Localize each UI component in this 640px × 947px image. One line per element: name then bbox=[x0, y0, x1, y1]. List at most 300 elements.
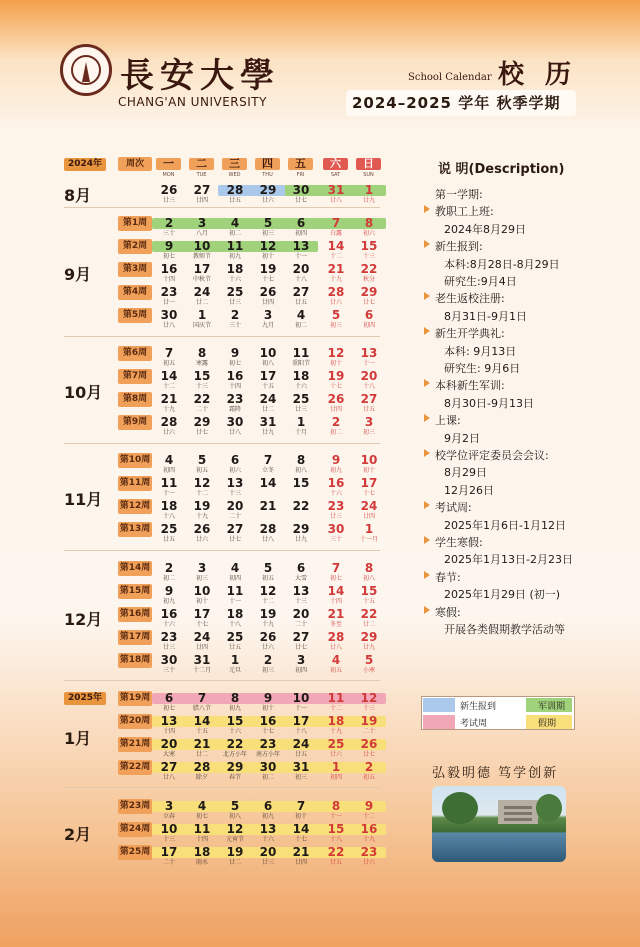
lunar-date: 初八 bbox=[261, 360, 274, 367]
lunar-date: 廿五 bbox=[162, 536, 175, 543]
day-number: 16 bbox=[226, 369, 244, 383]
lunar-date: 重阳节 bbox=[291, 360, 310, 367]
day-cell bbox=[220, 239, 250, 260]
day-number: 22 bbox=[193, 392, 211, 406]
lunar-date: 廿九 bbox=[362, 644, 375, 651]
day-number: 4 bbox=[230, 561, 240, 575]
day-number: 30 bbox=[226, 415, 244, 429]
description-line: 老生返校注册: bbox=[435, 292, 505, 306]
description-title: 说 明(Description) bbox=[438, 162, 565, 177]
lunar-date: 立冬 bbox=[261, 467, 274, 474]
week-number: 第20周 bbox=[118, 714, 152, 729]
day-number: 17 bbox=[193, 262, 211, 276]
lunar-date: 十六 bbox=[228, 728, 241, 735]
lunar-date: 初五 bbox=[162, 360, 175, 367]
day-cell bbox=[286, 262, 316, 283]
lunar-date: 大雪 bbox=[294, 575, 307, 582]
day-number: 23 bbox=[360, 845, 378, 859]
day-number: 22 bbox=[226, 737, 244, 751]
day-number: 2 bbox=[164, 561, 174, 575]
day-cell bbox=[286, 453, 316, 474]
day-cell bbox=[286, 308, 316, 329]
academic-year: 2024–2025 学年 秋季学期 bbox=[352, 94, 561, 112]
day-number: 25 bbox=[226, 285, 244, 299]
day-cell bbox=[220, 392, 250, 413]
day-cell bbox=[220, 476, 250, 497]
bullet-icon bbox=[424, 414, 430, 422]
lunar-date: 二十 bbox=[294, 621, 307, 628]
day-cell bbox=[253, 561, 283, 582]
day-number: 12 bbox=[226, 822, 244, 836]
day-number: 12 bbox=[360, 691, 378, 705]
day-cell bbox=[253, 760, 283, 781]
description-line: 本科新生军训: bbox=[435, 379, 505, 393]
lunar-date: 十三 bbox=[162, 836, 175, 843]
lunar-date: 初四 bbox=[329, 774, 342, 781]
week-number: 第10周 bbox=[118, 453, 152, 468]
month-separator bbox=[64, 336, 380, 337]
lunar-date: 十六 bbox=[162, 621, 175, 628]
description-line: 本科: 9月13日 bbox=[444, 344, 517, 358]
day-cell bbox=[187, 522, 217, 543]
lunar-date: 二十 bbox=[362, 728, 375, 735]
day-cell bbox=[321, 346, 351, 367]
day-cell bbox=[187, 561, 217, 582]
lunar-date: 廿四 bbox=[195, 644, 208, 651]
day-number: 22 bbox=[327, 845, 345, 859]
lunar-date: 初五 bbox=[195, 467, 208, 474]
day-number: 24 bbox=[193, 630, 211, 644]
lunar-date: 十四 bbox=[162, 276, 175, 283]
day-cell bbox=[154, 369, 184, 390]
description-line: 校学位评定委员会会议: bbox=[435, 449, 549, 462]
day-number: 2 bbox=[164, 216, 174, 230]
day-number: 27 bbox=[292, 630, 310, 644]
day-cell bbox=[187, 691, 217, 712]
day-cell bbox=[253, 239, 283, 260]
day-cell bbox=[321, 845, 351, 866]
day-cell bbox=[220, 760, 250, 781]
day-cell bbox=[154, 691, 184, 712]
day-cell bbox=[321, 239, 351, 260]
day-cell bbox=[154, 714, 184, 735]
day-number: 1 bbox=[364, 183, 374, 197]
day-number: 14 bbox=[160, 369, 178, 383]
day-number: 8 bbox=[230, 691, 240, 705]
lunar-date: 廿八 bbox=[228, 429, 241, 436]
day-number: 8 bbox=[331, 799, 341, 813]
lunar-date: 十月 bbox=[294, 429, 307, 436]
day-cell bbox=[154, 183, 184, 204]
day-number: 9 bbox=[164, 239, 174, 253]
day-cell bbox=[253, 346, 283, 367]
day-number: 18 bbox=[226, 607, 244, 621]
lunar-date: 十二 bbox=[329, 253, 342, 260]
day-cell bbox=[220, 308, 250, 329]
day-cell bbox=[253, 691, 283, 712]
day-cell bbox=[253, 262, 283, 283]
week-number: 第14周 bbox=[118, 561, 152, 576]
day-number: 16 bbox=[259, 714, 277, 728]
legend-label: 考试周 bbox=[460, 719, 488, 729]
lunar-date: 廿五 bbox=[329, 859, 342, 866]
calendar-title-en: School Calendar bbox=[408, 72, 492, 83]
day-number: 30 bbox=[292, 183, 310, 197]
day-number: 29 bbox=[292, 522, 310, 536]
description-line: 考试周: bbox=[435, 501, 472, 515]
lunar-date: 大寒 bbox=[162, 751, 175, 758]
week-number: 第21周 bbox=[118, 737, 152, 752]
month-label: 8月 bbox=[64, 186, 92, 205]
day-number: 23 bbox=[160, 630, 178, 644]
day-cell bbox=[286, 584, 316, 605]
day-number: 20 bbox=[292, 262, 310, 276]
day-number: 17 bbox=[292, 714, 310, 728]
day-number: 15 bbox=[360, 584, 378, 598]
year-tag-2024: 2024年 bbox=[64, 158, 106, 171]
day-number: 21 bbox=[160, 392, 178, 406]
lunar-date: 十九 bbox=[329, 276, 342, 283]
day-cell bbox=[286, 561, 316, 582]
bullet-icon bbox=[424, 536, 430, 544]
day-cell bbox=[354, 845, 384, 866]
day-number: 3 bbox=[296, 653, 306, 667]
lunar-date: 十四 bbox=[329, 598, 342, 605]
day-cell bbox=[220, 346, 250, 367]
day-number: 19 bbox=[327, 369, 345, 383]
lunar-date: 十二 bbox=[195, 490, 208, 497]
day-cell bbox=[286, 737, 316, 758]
day-number: 19 bbox=[193, 499, 211, 513]
day-cell bbox=[154, 392, 184, 413]
lunar-date: 三十 bbox=[228, 322, 241, 329]
day-cell bbox=[154, 499, 184, 520]
day-number: 31 bbox=[259, 415, 277, 429]
description-line: 春节: bbox=[435, 570, 461, 584]
weekday-header-sun: 日 bbox=[356, 158, 381, 170]
lunar-date: 廿九 bbox=[294, 536, 307, 543]
day-number: 22 bbox=[360, 607, 378, 621]
description-line: 2025年1月29日 (初一) bbox=[444, 588, 561, 602]
day-cell bbox=[354, 415, 384, 436]
day-number: 23 bbox=[160, 285, 178, 299]
weekday-header-mon: 一 bbox=[156, 158, 181, 170]
day-cell bbox=[354, 285, 384, 306]
day-cell bbox=[321, 415, 351, 436]
week-number: 第5周 bbox=[118, 308, 152, 323]
day-number: 1 bbox=[364, 522, 374, 536]
day-cell bbox=[187, 308, 217, 329]
lunar-date: 廿五 bbox=[362, 406, 375, 413]
day-cell bbox=[220, 607, 250, 628]
day-number: 20 bbox=[160, 737, 178, 751]
day-number: 24 bbox=[360, 499, 378, 513]
bullet-icon bbox=[424, 327, 430, 335]
lunar-date: 十三 bbox=[195, 383, 208, 390]
day-cell bbox=[220, 845, 250, 866]
lunar-date: 廿五 bbox=[228, 644, 241, 651]
week-number: 第1周 bbox=[118, 216, 152, 231]
day-cell bbox=[321, 369, 351, 390]
day-cell bbox=[187, 584, 217, 605]
weekday-en-tue: TUE bbox=[196, 172, 207, 178]
lunar-date: 廿六 bbox=[362, 859, 375, 866]
day-cell bbox=[286, 369, 316, 390]
description-line: 8月30日-9月13日 bbox=[444, 396, 534, 410]
day-number: 15 bbox=[292, 476, 310, 490]
university-logo bbox=[60, 44, 112, 96]
day-cell bbox=[253, 822, 283, 843]
week-number: 第23周 bbox=[118, 799, 152, 814]
lunar-date: 南方小年 bbox=[255, 751, 280, 758]
day-number: 30 bbox=[259, 760, 277, 774]
day-cell bbox=[187, 239, 217, 260]
week-number: 第6周 bbox=[118, 346, 152, 361]
weekday-en-thu: THU bbox=[262, 172, 273, 178]
day-number: 31 bbox=[193, 653, 211, 667]
day-number: 27 bbox=[360, 392, 378, 406]
day-cell bbox=[321, 499, 351, 520]
bullet-icon bbox=[424, 571, 430, 579]
day-cell bbox=[354, 216, 384, 237]
description-line: 学生寒假: bbox=[435, 536, 483, 549]
day-number: 30 bbox=[327, 522, 345, 536]
day-cell bbox=[286, 653, 316, 674]
lunar-date: 初三 bbox=[362, 429, 375, 436]
day-number: 4 bbox=[230, 216, 240, 230]
day-number: 12 bbox=[259, 239, 277, 253]
lunar-date: 初六 bbox=[362, 230, 375, 237]
day-number: 20 bbox=[360, 369, 378, 383]
lunar-date: 十五 bbox=[195, 728, 208, 735]
day-cell bbox=[354, 607, 384, 628]
day-cell bbox=[220, 415, 250, 436]
day-number: 17 bbox=[193, 607, 211, 621]
day-number: 5 bbox=[197, 453, 207, 467]
lunar-date: 廿九 bbox=[261, 429, 274, 436]
lunar-date: 十八 bbox=[362, 383, 375, 390]
bullet-icon bbox=[424, 379, 430, 387]
day-number: 11 bbox=[193, 822, 211, 836]
day-cell bbox=[354, 653, 384, 674]
lunar-date: 十六 bbox=[294, 383, 307, 390]
day-number: 10 bbox=[259, 346, 277, 360]
weekday-header-thu: 四 bbox=[255, 158, 280, 170]
lunar-date: 十四 bbox=[195, 836, 208, 843]
day-number: 14 bbox=[259, 476, 277, 490]
lunar-date: 十三 bbox=[362, 253, 375, 260]
description-line: 上课: bbox=[435, 414, 461, 428]
day-cell bbox=[354, 308, 384, 329]
week-number: 第19周 bbox=[118, 691, 152, 706]
lunar-date: 十五 bbox=[362, 598, 375, 605]
day-cell bbox=[286, 522, 316, 543]
day-cell bbox=[154, 630, 184, 651]
day-number: 17 bbox=[160, 845, 178, 859]
day-cell bbox=[321, 799, 351, 820]
description-line: 开展各类假期教学活动等 bbox=[444, 623, 565, 636]
description-line: 8月31日-9月1日 bbox=[444, 309, 527, 323]
lunar-date: 元旦 bbox=[228, 667, 241, 674]
day-cell bbox=[220, 522, 250, 543]
lunar-date: 廿七 bbox=[362, 751, 375, 758]
day-number: 11 bbox=[226, 584, 244, 598]
day-cell bbox=[187, 262, 217, 283]
day-cell bbox=[154, 737, 184, 758]
lunar-date: 初九 bbox=[261, 813, 274, 820]
lunar-date: 十二 bbox=[162, 383, 175, 390]
day-cell bbox=[286, 392, 316, 413]
week-number: 第16周 bbox=[118, 607, 152, 622]
day-number: 29 bbox=[193, 415, 211, 429]
lunar-date: 初十 bbox=[195, 598, 208, 605]
lunar-date: 初九 bbox=[329, 467, 342, 474]
day-cell bbox=[286, 691, 316, 712]
lunar-date: 初三 bbox=[261, 667, 274, 674]
month-label: 11月 bbox=[64, 490, 103, 509]
day-cell bbox=[154, 561, 184, 582]
day-number: 19 bbox=[360, 714, 378, 728]
day-number: 31 bbox=[327, 183, 345, 197]
day-number: 3 bbox=[263, 308, 273, 322]
lunar-date: 初四 bbox=[362, 322, 375, 329]
day-number: 13 bbox=[226, 476, 244, 490]
day-cell bbox=[321, 522, 351, 543]
day-cell bbox=[187, 737, 217, 758]
lunar-date: 初三 bbox=[294, 774, 307, 781]
lunar-date: 三十 bbox=[329, 536, 342, 543]
day-number: 16 bbox=[160, 262, 178, 276]
day-cell bbox=[187, 453, 217, 474]
day-number: 21 bbox=[327, 607, 345, 621]
day-cell bbox=[354, 737, 384, 758]
day-number: 5 bbox=[263, 561, 273, 575]
day-number: 26 bbox=[160, 183, 178, 197]
week-number: 第11周 bbox=[118, 476, 152, 491]
day-cell bbox=[253, 285, 283, 306]
lunar-date: 九月 bbox=[261, 322, 274, 329]
lunar-date: 北方小年 bbox=[222, 751, 247, 758]
lunar-date: 廿八 bbox=[261, 536, 274, 543]
legend-swatch bbox=[423, 715, 455, 729]
day-number: 7 bbox=[197, 691, 207, 705]
day-number: 27 bbox=[226, 522, 244, 536]
day-number: 28 bbox=[226, 183, 244, 197]
month-separator bbox=[64, 680, 380, 681]
day-cell bbox=[187, 285, 217, 306]
day-number: 28 bbox=[327, 630, 345, 644]
day-number: 10 bbox=[360, 453, 378, 467]
lunar-date: 初八 bbox=[294, 467, 307, 474]
day-cell bbox=[154, 822, 184, 843]
lunar-date: 十二 bbox=[261, 598, 274, 605]
day-number: 20 bbox=[259, 845, 277, 859]
week-number: 第4周 bbox=[118, 285, 152, 300]
lunar-date: 初七 bbox=[162, 253, 175, 260]
lunar-date: 十九 bbox=[362, 836, 375, 843]
lunar-date: 初三 bbox=[329, 322, 342, 329]
lunar-date: 廿五 bbox=[228, 197, 241, 204]
lunar-date: 初三 bbox=[261, 230, 274, 237]
day-cell bbox=[253, 308, 283, 329]
month-separator bbox=[64, 207, 380, 208]
day-cell bbox=[321, 561, 351, 582]
lunar-date: 小寒 bbox=[362, 667, 375, 674]
day-number: 1 bbox=[296, 415, 306, 429]
day-number: 16 bbox=[360, 822, 378, 836]
day-number: 24 bbox=[292, 737, 310, 751]
day-number: 10 bbox=[193, 584, 211, 598]
day-cell bbox=[354, 476, 384, 497]
day-cell bbox=[253, 476, 283, 490]
description-line: 新生报到: bbox=[435, 240, 483, 254]
lunar-date: 春节 bbox=[228, 774, 241, 781]
day-cell bbox=[321, 216, 351, 237]
lunar-date: 初五 bbox=[329, 667, 342, 674]
day-number: 9 bbox=[230, 346, 240, 360]
weekday-header-wed: 三 bbox=[222, 158, 247, 170]
week-number: 第7周 bbox=[118, 369, 152, 384]
day-cell bbox=[253, 499, 283, 513]
day-cell bbox=[286, 216, 316, 237]
day-cell bbox=[154, 346, 184, 367]
day-cell bbox=[187, 415, 217, 436]
week-number: 第22周 bbox=[118, 760, 152, 775]
day-cell bbox=[220, 822, 250, 843]
day-cell bbox=[154, 760, 184, 781]
day-number: 18 bbox=[226, 262, 244, 276]
day-cell bbox=[321, 653, 351, 674]
month-label: 9月 bbox=[64, 265, 92, 284]
lunar-date: 十八 bbox=[294, 728, 307, 735]
lunar-date: 初二 bbox=[329, 429, 342, 436]
day-number: 11 bbox=[160, 476, 178, 490]
lunar-date: 八月 bbox=[195, 230, 208, 237]
lunar-date: 初十 bbox=[294, 813, 307, 820]
day-cell bbox=[187, 392, 217, 413]
day-number: 22 bbox=[292, 499, 310, 513]
description-line: 寒假: bbox=[435, 605, 461, 619]
lunar-date: 初十 bbox=[261, 253, 274, 260]
day-number: 29 bbox=[360, 630, 378, 644]
lunar-date: 十五 bbox=[261, 383, 274, 390]
day-number: 25 bbox=[160, 522, 178, 536]
lunar-date: 十一 bbox=[294, 705, 307, 712]
weekday-header-sat: 六 bbox=[323, 158, 348, 170]
day-cell bbox=[187, 346, 217, 367]
lunar-date: 初十 bbox=[261, 705, 274, 712]
lunar-date: 廿八 bbox=[329, 644, 342, 651]
day-number: 11 bbox=[327, 691, 345, 705]
day-cell bbox=[154, 476, 184, 497]
day-number: 5 bbox=[230, 799, 240, 813]
day-number: 25 bbox=[226, 630, 244, 644]
day-number: 9 bbox=[263, 691, 273, 705]
lunar-date: 廿六 bbox=[261, 197, 274, 204]
lunar-date: 中秋节 bbox=[192, 276, 211, 283]
lunar-date: 腊八节 bbox=[192, 705, 211, 712]
lunar-date: 廿四 bbox=[329, 406, 342, 413]
day-cell bbox=[220, 653, 250, 674]
lunar-date: 廿三 bbox=[294, 406, 307, 413]
day-number: 5 bbox=[364, 653, 374, 667]
day-number: 23 bbox=[259, 737, 277, 751]
day-number: 16 bbox=[327, 476, 345, 490]
day-number: 5 bbox=[263, 216, 273, 230]
lunar-date: 冬至 bbox=[329, 621, 342, 628]
lunar-date: 二十 bbox=[195, 406, 208, 413]
day-number: 18 bbox=[327, 714, 345, 728]
